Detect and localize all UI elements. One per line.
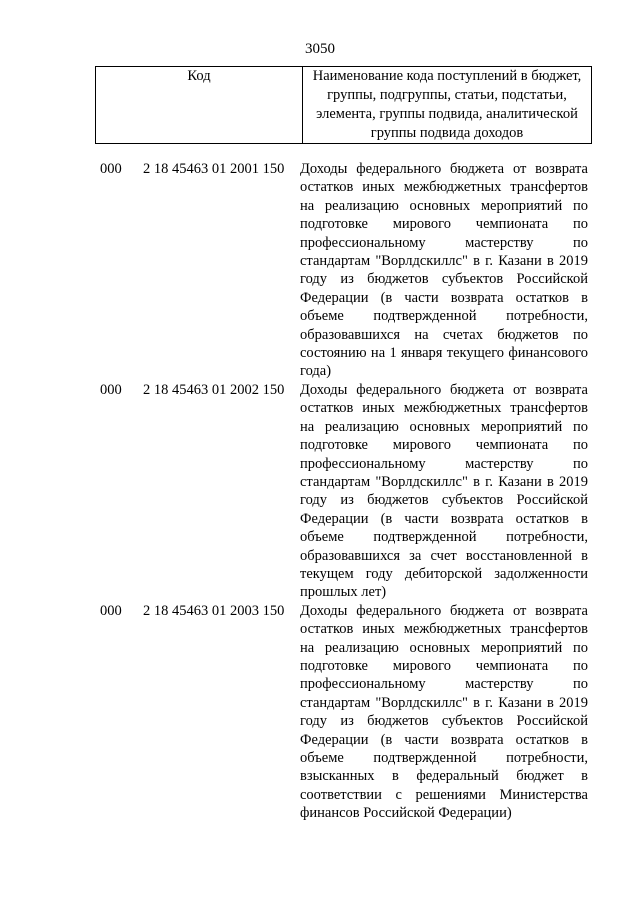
- name-column-header: Наименование кода поступлений в бюджет, группы, подгруппы, статьи, подстатьи, элемента, группы подвида, аналитической группы подвида доходов: [303, 67, 592, 144]
- income-code-description: Доходы федерального бюджета от возврата остатков иных межбюджетных трансфертов на реализацию основных мероприятий по подготовке мирового чемпионата по профессиональному мастерству по стандартам "Ворлдскиллс" в г. Казани в 2019 году из бюджетов субъектов Российской Федерации (в части возврата остатков в объеме подтвержденной потребности, образовавшихся за счет восстановленной в текущем году дебиторской задолженности прошлых лет): [300, 381, 588, 601]
- income-code-entry: [0, 602, 640, 823]
- income-code-description: Доходы федерального бюджета от возврата остатков иных межбюджетных трансфертов на реализацию основных мероприятий по подготовке мирового чемпионата по профессиональному мастерству по стандартам "Ворлдскиллс" в г. Казани в 2019 году из бюджетов субъектов Российской Федерации (в части возврата остатков в объеме подтвержденной потребности, взысканных в федеральный бюджет в соответствии с решениями Министерства финансов Российской Федерации): [300, 602, 588, 822]
- income-code: 2 18 45463 01 2001 150: [143, 161, 285, 177]
- administrator-code: 000: [100, 161, 122, 177]
- income-code-entry: [0, 381, 640, 602]
- income-code: 2 18 45463 01 2003 150: [143, 602, 285, 619]
- income-code-description: Доходы федерального бюджета от возврата остатков иных межбюджетных трансфертов на реализацию основных мероприятий по подготовке мирового чемпионата по профессиональному мастерству по стандартам "Ворлдскиллс" в г. Казани в 2019 году из бюджетов субъектов Российской Федерации (в части возврата остатков в объеме подтвержденной потребности, образовавшихся на счетах бюджетов по состоянию на 1 января текущего финансового года): [300, 161, 588, 380]
- administrator-code: 000: [100, 602, 122, 619]
- page-number: 3050: [305, 41, 335, 57]
- administrator-code: 000: [100, 381, 122, 398]
- column-header-table: [95, 66, 592, 144]
- income-code: 2 18 45463 01 2002 150: [143, 381, 285, 398]
- income-code-entry: [0, 160, 640, 381]
- code-column-header: Код: [96, 67, 303, 144]
- income-code-list: [0, 160, 640, 823]
